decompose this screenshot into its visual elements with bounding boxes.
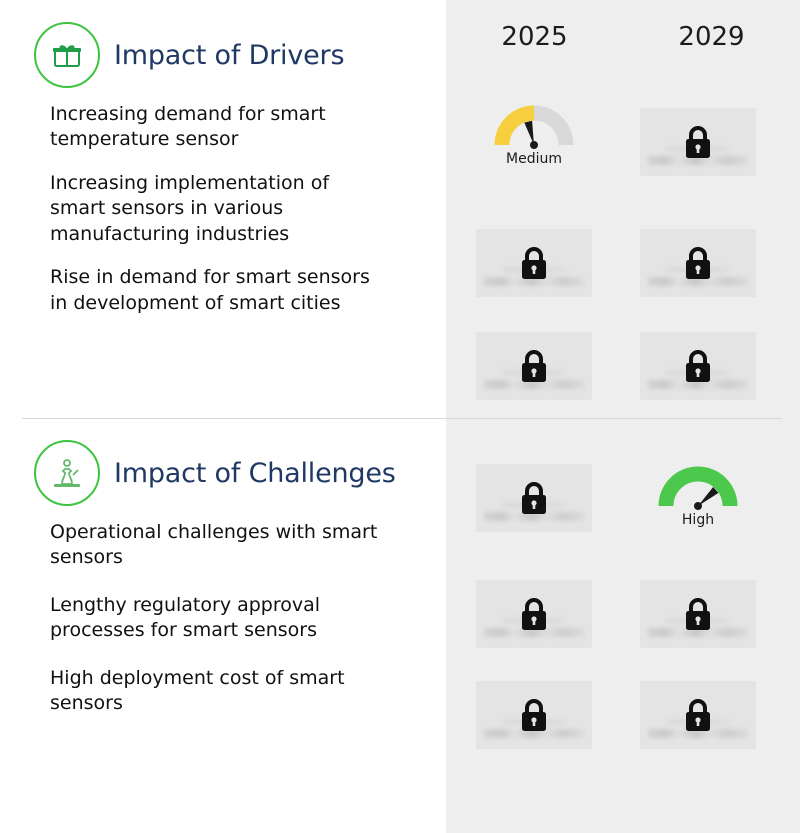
lock-icon	[517, 347, 551, 385]
cell-drivers-r3-2025[interactable]	[476, 332, 592, 400]
section-drivers-title: Impact of Drivers	[114, 39, 345, 71]
locked-cell[interactable]	[476, 332, 592, 400]
bullet-item: High deployment cost of smart sensors	[50, 666, 345, 715]
lock-icon	[681, 595, 715, 633]
locked-cell[interactable]	[640, 681, 756, 749]
section-drivers-bullets	[0, 102, 446, 316]
section-drivers-text	[0, 0, 446, 418]
challenges-icon	[34, 440, 100, 506]
cell-drivers-r1-2029[interactable]	[640, 108, 756, 176]
locked-cell[interactable]	[640, 229, 756, 297]
section-challenges-text	[0, 418, 446, 833]
cell-drivers-r2-2029[interactable]	[640, 229, 756, 297]
cell-drivers-r1-2025[interactable]	[476, 105, 592, 173]
bullet-item: Rise in demand for smart sensors in development of smart cities	[50, 266, 370, 314]
gauge-high	[640, 466, 756, 534]
cell-drivers-r2-2025[interactable]	[476, 229, 592, 297]
cell-challenges-r2-2025[interactable]	[476, 580, 592, 648]
lock-icon	[517, 244, 551, 282]
lock-icon	[681, 244, 715, 282]
drivers-icon	[34, 22, 100, 88]
cell-drivers-r3-2029[interactable]	[640, 332, 756, 400]
cell-challenges-r1-2029[interactable]	[640, 466, 756, 534]
cell-challenges-r1-2025[interactable]	[476, 464, 592, 532]
bullet-item: Increasing demand for smart temperature sensor	[50, 103, 326, 151]
bullet-item: Lengthy regulatory approval processes for smart sensors	[50, 593, 321, 642]
locked-cell[interactable]	[476, 580, 592, 648]
locked-cell[interactable]	[640, 332, 756, 400]
bullet-item: Increasing implementation of smart sensors in various manufacturing industries	[50, 171, 330, 245]
section-drivers-header	[0, 0, 446, 88]
section-challenges-title: Impact of Challenges	[114, 457, 396, 489]
locked-cell[interactable]	[640, 580, 756, 648]
lock-icon	[517, 595, 551, 633]
section-challenges-cells	[446, 418, 800, 833]
gauge-medium	[476, 105, 592, 173]
column-header-2025: 2025	[501, 22, 568, 52]
section-challenges	[0, 418, 800, 833]
gauge-label: Medium	[506, 151, 562, 167]
lock-icon	[681, 696, 715, 734]
bullet-item: Operational challenges with smart sensors	[50, 521, 378, 569]
cell-challenges-r3-2029[interactable]	[640, 681, 756, 749]
gauge-label: High	[681, 512, 715, 528]
cell-challenges-r3-2025[interactable]	[476, 681, 592, 749]
locked-cell[interactable]	[476, 229, 592, 297]
lock-icon	[681, 347, 715, 385]
locked-cell[interactable]	[476, 681, 592, 749]
cell-challenges-r2-2029[interactable]	[640, 580, 756, 648]
section-challenges-bullets	[0, 520, 446, 717]
locked-cell[interactable]	[640, 108, 756, 176]
locked-cell[interactable]	[476, 464, 592, 532]
lock-icon	[517, 696, 551, 734]
lock-icon	[517, 479, 551, 517]
section-drivers-cells	[446, 0, 800, 418]
lock-icon	[681, 123, 715, 161]
section-challenges-header	[0, 418, 446, 506]
column-header-2029: 2029	[678, 22, 745, 52]
